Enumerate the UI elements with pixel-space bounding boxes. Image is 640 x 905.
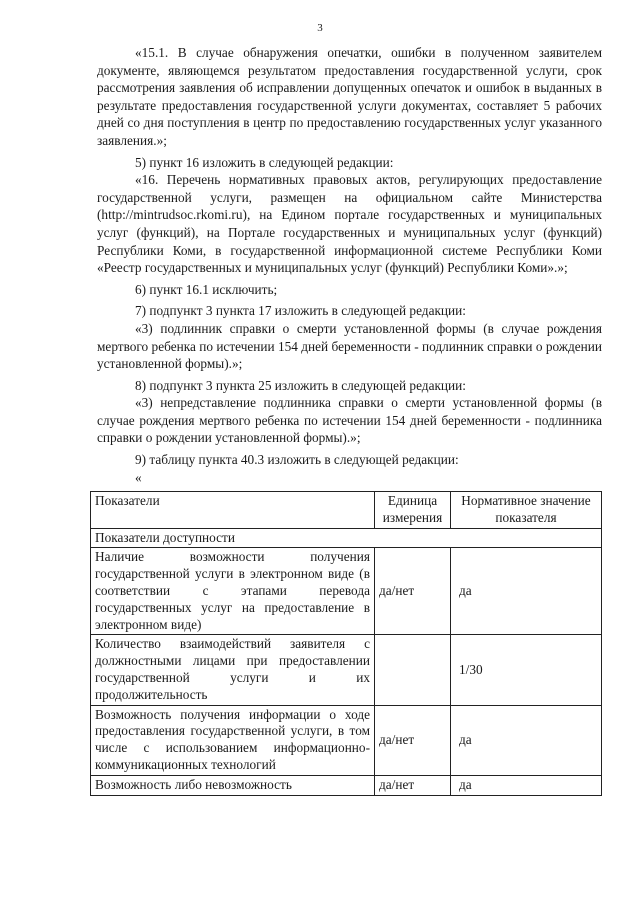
- paragraph-item-6: 6) пункт 16.1 исключить;: [135, 281, 278, 297]
- row-indicator: Количество взаимодействий заявителя с должностными лицами при предоставлении государственной услуги и их продолжительность: [91, 635, 375, 705]
- table-row: [91, 548, 602, 635]
- paragraph-subitem-3-25: «3) непредставление подлинника справки о смерти установленной формы (в случае рождения мертвого ребенка по истечении 154 дней беременности - подлинника справки о рождении установленной формы).»;: [97, 395, 602, 446]
- row-unit: да/нет: [375, 548, 451, 635]
- paragraph-15-1: «15.1. В случае обнаружения опечатки, ошибки в полученном заявителем документе, являющемся результатом предоставления государственной услуги, срок рассмотрения заявления об исправлении допущенных опечаток и ошибок в выданных в результате предоставления государственной услуги документах, составляет 5 рабочих дней со дня поступления в центр по предоставлению государственных услуг указанного заявления.»;: [97, 45, 602, 148]
- paragraph-item-8: 8) подпункт 3 пункта 25 изложить в следующей редакции:: [135, 377, 466, 393]
- row-unit: да/нет: [375, 705, 451, 775]
- page-number: 3: [317, 22, 323, 34]
- header-normative-value: Нормативное значение показателя: [451, 492, 602, 529]
- table-header-row: [91, 492, 602, 529]
- row-value: да: [451, 548, 602, 635]
- table-row: [91, 775, 602, 795]
- header-unit: Единица измерения: [375, 492, 451, 529]
- row-value: 1/30: [451, 635, 602, 705]
- row-unit: да/нет: [375, 775, 451, 795]
- table-row: [91, 635, 602, 705]
- paragraph-item-7: 7) подпункт 3 пункта 17 изложить в следующей редакции:: [135, 303, 466, 319]
- row-value: да: [451, 705, 602, 775]
- paragraph-16: «16. Перечень нормативных правовых актов, регулирующих предоставление государственной услуги, размещен на официальном сайте Министерства (http://mintrudsoc.rkomi.ru), на Едином портале государственных и муниципальных услуг (функций), на Портале государственных и муниципальных услуг (функций) Республики Коми, в государственной информационной системе Республики Коми «Реестр государственных и муниципальных услуг (функций) Республики Коми».»;: [97, 172, 602, 276]
- header-indicators: Показатели: [91, 492, 375, 529]
- row-unit: [375, 635, 451, 705]
- paragraph-item-5: 5) пункт 16 изложить в следующей редакции:: [135, 154, 394, 170]
- section-accessibility: Показатели доступности: [91, 528, 602, 548]
- paragraph-item-9: 9) таблицу пункта 40.3 изложить в следующей редакции:: [135, 452, 459, 468]
- row-indicator: Возможность получения информации о ходе предоставления государственной услуги, в том числе с использованием информационно-коммуникационных технологий: [91, 705, 375, 775]
- document-body: [97, 44, 602, 486]
- row-indicator: Наличие возможности получения государственной услуги в электронном виде (в соответствии с этапами перевода государственных услуг на предоставление в электронном виде): [91, 548, 375, 635]
- indicators-table: [90, 491, 602, 796]
- row-value: да: [451, 775, 602, 795]
- table-row: [91, 705, 602, 775]
- paragraph-subitem-3-17: «3) подлинник справки о смерти установленной формы (в случае рождения мертвого ребенка по истечении 154 дней беременности - подлинник справки о рождении установленной формы).»;: [97, 320, 602, 372]
- table-section-row: [91, 528, 602, 548]
- quote-open-mark: «: [135, 469, 142, 485]
- row-indicator: Возможность либо невозможность: [91, 775, 375, 795]
